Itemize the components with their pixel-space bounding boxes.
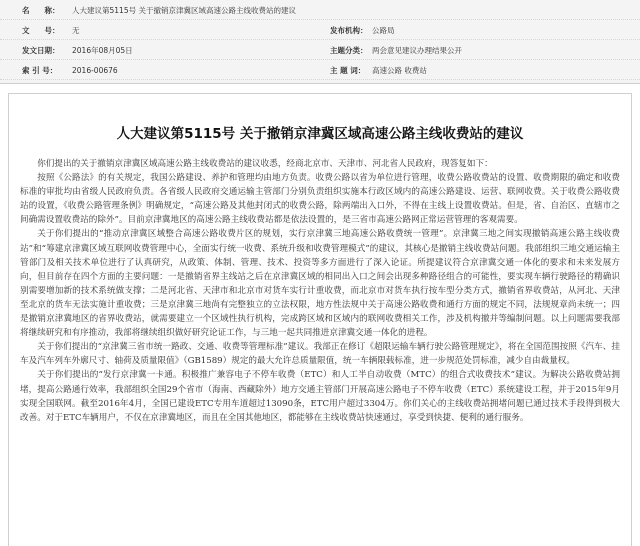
index-label: 索 引 号： — [22, 66, 58, 75]
metadata-panel — [0, 0, 640, 84]
metadata-row-date — [0, 43, 640, 60]
paragraph-unified-standards: 关于你们提出的“京津冀三省市统一路政、交通、收费等管理标准”建议。我部正在修订《超限运输车辆行驶公路管理规定》，将在全国范围按照《汽车、挂车及汽车列车外廓尺寸、轴荷及质量限值》（GB1589）规定的最大允许总质量限值，统一车辆限载标准，进一步规范处罚标准，减少自由裁量权。 — [20, 342, 620, 367]
paragraph-etc-card: 关于你们提出的“发行京津冀一卡通。积极推广兼容电子不停车收费（ETC）和人工半自动收费（MTC）的组合式收费技术”建议。为解决公路收费站拥堵，提高公路通行效率，我部组织全国29个省市（海南、西藏除外）地方交通主管部门开展高速公路电子不停车收费（ETC）系统建设工程，并于2015年9月实现全国联网。截至2016年4月，全国已建设ETC专用车道超过13090条，ETC用户超过3304万。你们关心的主线收费站拥堵问题已通过技术手段得到极大改善。对于ETC车辆用户，不仅在京津冀地区，而且在全国其他地区，都能够在主线收费站快速通过，享受到快捷、便利的通行服务。 — [20, 370, 620, 423]
category-label: 主题分类： — [330, 46, 368, 55]
doc-number-label: 文 号： — [22, 26, 60, 35]
publisher-value: 公路局 — [372, 26, 395, 35]
document-title: 人大建议第5115号 关于撤销京津冀区域高速公路主线收费站的建议 — [116, 126, 524, 142]
doc-number-value: 无 — [72, 26, 80, 35]
document-panel — [8, 93, 632, 546]
index-value: 2016-00676 — [72, 66, 118, 75]
document-body — [20, 157, 620, 425]
keywords-value: 高速公路 收费站 — [372, 66, 427, 75]
paragraph-unified-management: 关于你们提出的“推动京津冀区域整合高速公路收费片区的规划，实行京津冀三地高速公路收费统一管理”。京津冀三地之间实现撤销高速公路主线收费站”和“筹建京津冀区域互联网收费管理中心，全面实行统一收费、系统升级和收费管理模式”的建议，其核心是撤销主线收费站问题。我部组织三地交通运输主管部门及相关技术单位进行了认真研究，从政策、体制、管理、技术、投资等多方面进行了深入论证。所提建议符合京津冀交通一体化的要求和未来发展方向，但目前存在四个方面的主要问题：一是撤销省界主线站之后在京津冀区域的相同出入口之间会出现多种路径组合的可能性，要实现车辆行驶路径的精确识别需要增加新的技术系统做支撑；二是河北省、天津市和北京市对货车实行计重收费，而北京市对货车执行按车型分类方式，撤销省界收费站，从河北、天津至北京的货车无法实施计重收费；三是京津冀三地尚有完整独立的立法权限，地方性法规中关于高速公路收费和通行方面的规定不同，法规规章尚未统一；四是撤销京津冀地区的省界收费站，就需要建立一个区域性执行机构，完成跨区域和区域内的联网收费相关工作，涉及机构撤并等编制问题。以上问题需要我部将继续研究和有序推动，我部将继续组织做好研究论证工作，与三地一起共同推进京津冀交通一体化的进程。 — [20, 229, 620, 339]
keywords-label: 主 题 词： — [330, 66, 366, 75]
paragraph-legal-basis: 按照《公路法》的有关规定，我国公路建设、养护和管理均由地方负责。收费公路以省为单位进行管理，收费公路收费站的设置、收费期限的确定和收费标准的审批均由省级人民政府负责。各省级人民政府交通运输主管部门分别负责组织实施本行政区域内的高速公路建设、运营、联网收费。关于收费公路收费站的设置，《收费公路管理条例》明确规定，“高速公路及其他封闭式的收费公路，除两端出入口外，不得在主线上设置收费站。但是，省、自治区、直辖市之间确需设置收费站的除外”。目前京津冀地区的高速公路主线收费站都是依法设置的，是三省市高速公路网正常运营管理的客观需要。 — [20, 173, 620, 226]
name-label: 名 称： — [22, 6, 60, 15]
metadata-row-name — [0, 3, 640, 20]
metadata-row-index — [0, 63, 640, 80]
name-value: 人大建议第5115号 关于撤销京津冀区域高速公路主线收费站的建议 — [72, 6, 296, 15]
metadata-row-doc-number — [0, 23, 640, 40]
paragraph-greeting: 你们提出的关于撤销京津冀区域高速公路主线收费站的建议收悉，经商北京市、天津市、河北省人民政府，现答复如下： — [37, 159, 493, 169]
date-label: 发文日期： — [22, 46, 60, 55]
publisher-label: 发布机构： — [330, 26, 368, 35]
date-value: 2016年08月05日 — [72, 46, 133, 55]
category-value: 两会意见建议办理结果公开 — [372, 46, 462, 55]
